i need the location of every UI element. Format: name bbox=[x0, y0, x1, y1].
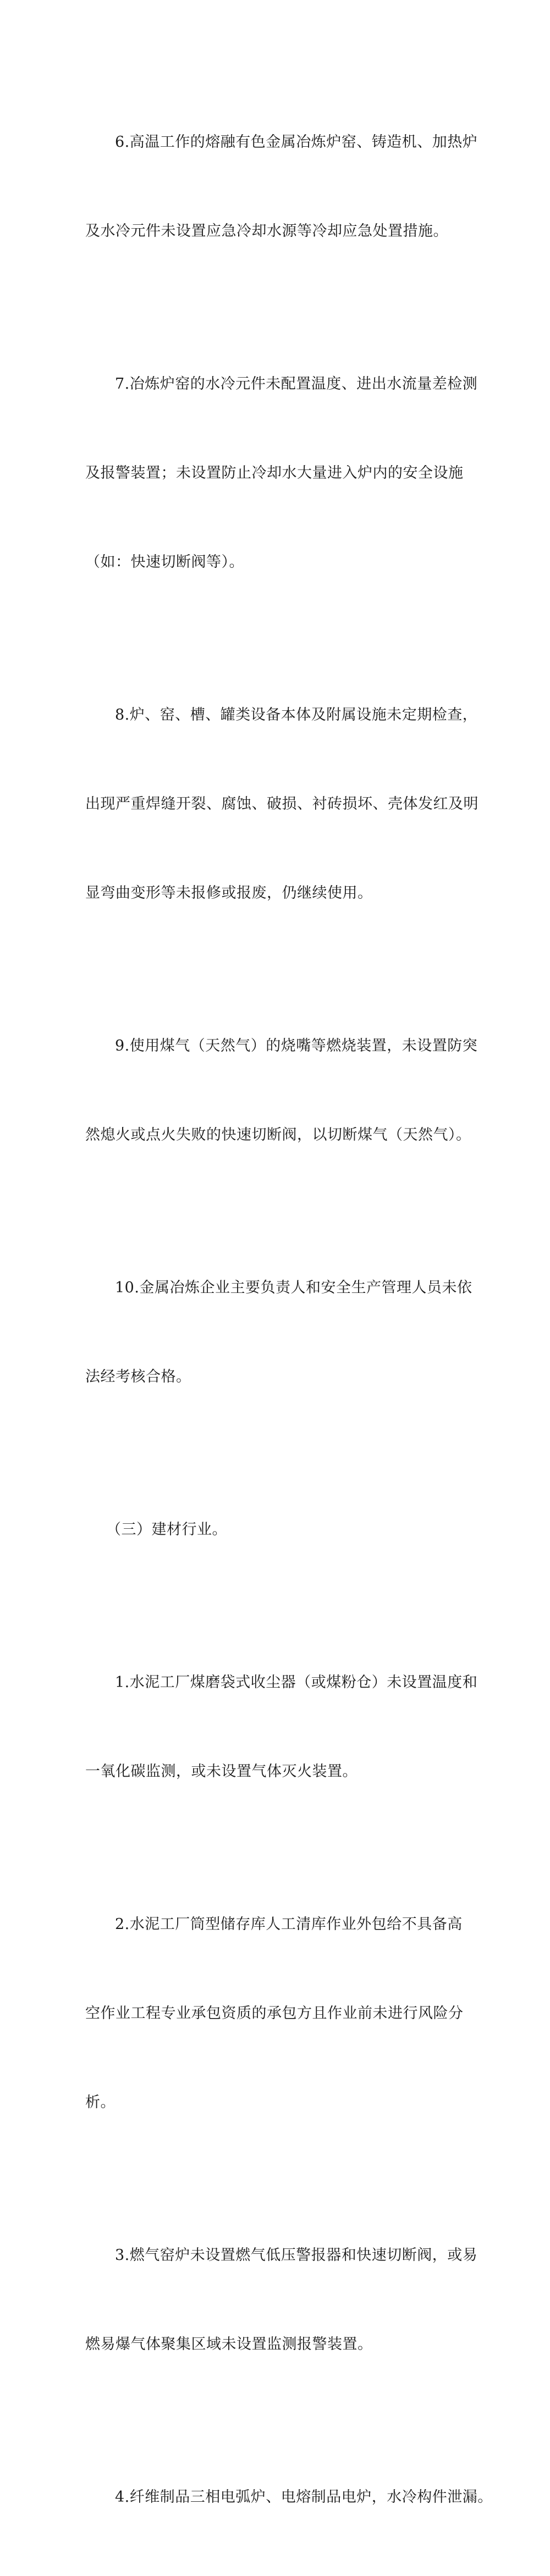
paragraph-line: 2.水泥工厂筒型储存库人工清库作业外包给不具备高 bbox=[115, 1916, 463, 1933]
paragraph-line: 1.水泥工厂煤磨袋式收尘器（或煤粉仓）未设置温度和 bbox=[115, 1674, 478, 1691]
paragraph-line: 析。 bbox=[85, 2094, 116, 2111]
paragraph-line: 显弯曲变形等未报修或报废，仍继续使用。 bbox=[85, 885, 373, 902]
paragraph-line: 空作业工程专业承包资质的承包方且作业前未进行风险分 bbox=[85, 2005, 464, 2022]
paragraph-line: 6.高温工作的熔融有色金属冶炼炉窑、铸造机、加热炉 bbox=[115, 134, 478, 151]
paragraph-line: 及报警装置；未设置防止冷却水大量进入炉内的安全设施 bbox=[85, 465, 464, 482]
paragraph-line: 8.炉、窑、槽、罐类设备本体及附属设施未定期检查， bbox=[115, 706, 478, 723]
paragraph-line: （如：快速切断阀等）。 bbox=[85, 554, 244, 571]
paragraph-item-3 bbox=[85, 2181, 478, 2419]
section-heading: （三）建材行业。 bbox=[106, 1521, 227, 1538]
paragraph-line: 及水冷元件未设置应急冷却水源等冷却应急处置措施。 bbox=[85, 223, 448, 240]
paragraph-item-2 bbox=[85, 1850, 470, 2177]
paragraph-line: 7.冶炼炉窑的水冷元件未配置温度、进出水流量差检测 bbox=[115, 375, 478, 393]
paragraph-line: 一氧化碳监测，或未设置气体灭火装置。 bbox=[85, 1763, 358, 1780]
paragraph-item-1 bbox=[85, 1608, 478, 1846]
paragraph-line: 4.纤维制品三相电弧炉、电熔制品电炉，水冷构件泄漏。 bbox=[115, 2489, 493, 2506]
paragraph-line: 3.燃气窑炉未设置燃气低压警报器和快速切断阀，或易 bbox=[115, 2247, 478, 2264]
paragraph-line: 10.金属冶炼企业主要负责人和安全生产管理人员未依 bbox=[115, 1279, 472, 1296]
paragraph-line: 法经考核合格。 bbox=[85, 1368, 191, 1385]
paragraph-item-6 bbox=[85, 68, 478, 306]
paragraph-item-4 bbox=[85, 2423, 493, 2572]
paragraph-line: 燃易爆气体聚集区域未设置监测报警装置。 bbox=[85, 2336, 373, 2353]
paragraph-item-8 bbox=[85, 641, 479, 968]
paragraph-item-7 bbox=[85, 310, 478, 637]
section-heading-building-materials bbox=[85, 1456, 470, 1604]
paragraph-line: 9.使用煤气（天然气）的烧嘴等燃烧装置，未设置防突 bbox=[115, 1037, 478, 1054]
paragraph-line: 然熄火或点火失败的快速切断阀，以切断煤气（天然气）。 bbox=[85, 1126, 471, 1143]
paragraph-item-9 bbox=[85, 972, 478, 1209]
document-body bbox=[85, 68, 493, 2576]
paragraph-line: 出现严重焊缝开裂、腐蚀、破损、衬砖损坏、壳体发红及明 bbox=[85, 795, 479, 812]
paragraph-item-10 bbox=[85, 1214, 470, 1451]
